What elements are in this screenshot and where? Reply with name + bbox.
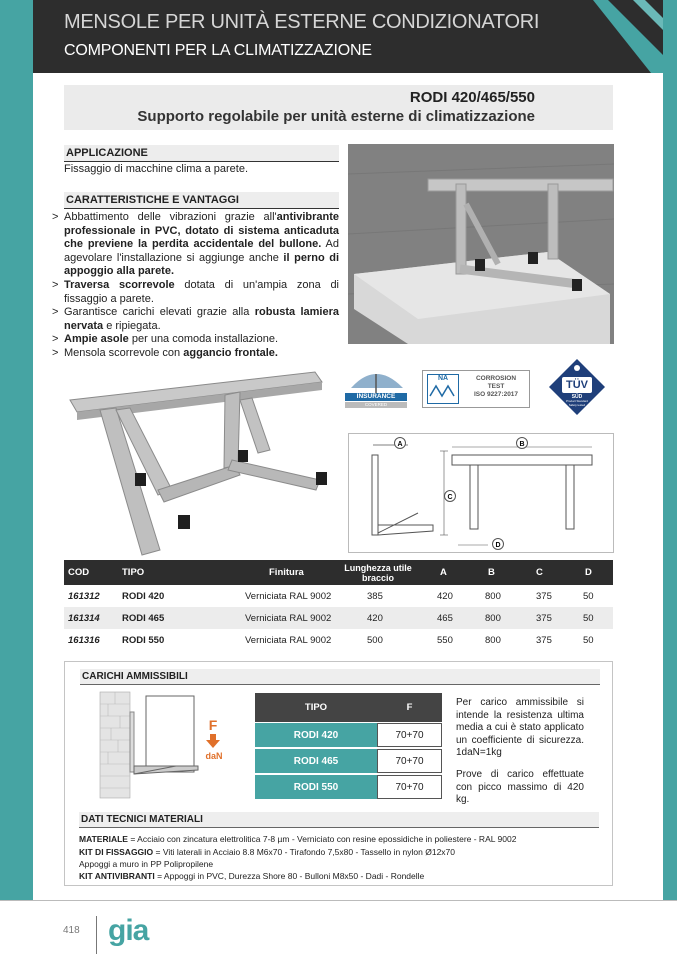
loads-col-tipo: TIPO [304, 702, 328, 713]
force-unit: daN [205, 751, 223, 761]
tech-heading: DATI TECNICI MATERIALI [79, 812, 599, 828]
col-d: D [585, 567, 592, 578]
table-cell: 375 [536, 634, 552, 646]
tech-anti-text: = Appoggi in PVC, Durezza Shore 80 - Bulloni M8x50 - Dadi - Rondelle [154, 871, 425, 881]
loads-value: 70+70 [377, 775, 442, 799]
insurance-label: INSURANCE [356, 393, 396, 400]
tech-materiale-label: MATERIALE [79, 834, 128, 844]
corrosion-label-1: CORROSION [475, 375, 517, 382]
force-label: F [208, 717, 218, 733]
table-cell: 375 [536, 612, 552, 624]
col-tipo: TIPO [122, 567, 145, 578]
tech-kit-fissaggio [79, 847, 455, 857]
col-cod: COD [68, 567, 90, 578]
page-title: MENSOLE PER UNITÀ ESTERNE CONDIZIONATORI [64, 11, 540, 33]
col-a: A [440, 567, 447, 578]
table-cell: 161316 [68, 634, 100, 646]
tuv-badge [548, 358, 606, 416]
page-subtitle: COMPONENTI PER LA CLIMATIZZAZIONE [64, 42, 372, 59]
table-cell: Verniciata RAL 9002 [245, 612, 332, 624]
loads-type: RODI 550 [255, 775, 377, 799]
loads-value: 70+70 [377, 723, 442, 747]
table-row [64, 607, 613, 629]
table-cell: 420 [367, 612, 383, 624]
col-lunghezza: Lunghezza utile braccio [344, 562, 412, 583]
feature-text: Mensola scorrevole con [64, 346, 184, 359]
gia-logo: gia [108, 914, 149, 947]
feature-item [52, 306, 339, 333]
na-label: NA [437, 375, 449, 382]
feature-text: per una comoda installazione. [128, 333, 279, 346]
tech-materiale [79, 834, 516, 844]
insurance-sublabel: COVERED [364, 402, 388, 407]
load-diagram [96, 690, 246, 802]
table-row [64, 629, 613, 651]
feature-item [52, 211, 339, 279]
tuv-sublabel: SÜD [571, 394, 583, 400]
features-list [52, 211, 339, 361]
product-photo-mounted [348, 144, 614, 344]
feature-item [52, 347, 339, 361]
col-b: B [488, 567, 495, 578]
dim-label-b: B [519, 441, 525, 448]
tech-kit-label: KIT DI FISSAGGIO [79, 847, 154, 857]
table-cell: 375 [536, 590, 552, 602]
product-band [64, 85, 613, 130]
left-accent-bar [0, 0, 33, 900]
loads-type: RODI 420 [255, 723, 377, 747]
feature-text: Ad agevolare l'installazione si aggiunge anche [64, 238, 339, 264]
table-cell: 385 [367, 590, 383, 602]
tech-kit-text: = Viti laterali in Acciaio 8.8 M6x70 - Tirafondo 7,5x80 - Tassello in nylon Ø12x70 [153, 847, 455, 857]
loads-note-2: Prove di carico effettuate con picco massimo di 420 kg. [456, 769, 584, 805]
table-cell: RODI 465 [122, 612, 165, 624]
feature-item [52, 279, 339, 306]
feature-text: Garantisce carichi elevati grazie alla [64, 306, 255, 319]
corrosion-icon [427, 374, 459, 404]
loads-table-header [255, 693, 442, 722]
dim-label-d: D [495, 542, 501, 549]
table-cell: 500 [367, 634, 383, 646]
product-subtitle: Supporto regolabile per unità esterne di climatizzazione [137, 108, 535, 125]
right-accent-bar [663, 0, 677, 900]
table-cell: 550 [437, 634, 453, 646]
page-header [33, 0, 663, 73]
loads-row [255, 775, 442, 800]
feature-text: robusta lamiera nervata [64, 306, 340, 332]
tech-kit-antivibranti [79, 871, 424, 881]
table-cell: 50 [583, 634, 594, 646]
insurance-badge [345, 364, 407, 410]
feature-item [52, 333, 339, 347]
table-cell: RODI 420 [122, 590, 165, 602]
corrosion-label-3: ISO 9227:2017 [473, 391, 519, 398]
table-cell: 800 [485, 590, 501, 602]
loads-heading: CARICHI AMMISSIBILI [80, 669, 600, 685]
tuv-label: TÜV [562, 377, 592, 393]
application-text: Fissaggio di macchine clima a parete. [64, 163, 249, 175]
feature-text: il perno di appoggio alla parete. [64, 251, 340, 278]
tuv-tiny-2: Safety tested [568, 402, 586, 407]
feature-text: e ripiegata. [103, 319, 161, 332]
force-arrow-icon [205, 734, 221, 749]
loads-col-f: F [406, 702, 413, 713]
loads-row [255, 723, 442, 748]
footer-separator [96, 916, 97, 954]
tech-kit-fissaggio-2: Appoggi a muro in PP Polipropilene [79, 859, 214, 869]
feature-text: Traversa scorrevole [64, 278, 175, 291]
col-c: C [536, 567, 543, 578]
table-cell: RODI 550 [122, 634, 165, 646]
table-cell: 50 [583, 590, 594, 602]
tech-materiale-text: = Acciaio con zincatura elettrolitica 7-8 µm - Verniciato con resine epossidiche in poliestere - RAL 9002 [127, 834, 517, 844]
col-finitura: Finitura [269, 567, 304, 578]
table-cell: 50 [583, 612, 594, 624]
corrosion-label-2: TEST [487, 383, 505, 390]
dimension-diagram [348, 433, 614, 553]
table-cell: Verniciata RAL 9002 [245, 590, 332, 602]
table-cell: 465 [437, 612, 453, 624]
table-cell: 161312 [68, 590, 100, 602]
footer-divider [0, 900, 677, 901]
loads-note-1: Per carico ammissibile si intende la resistenza ultima media a cui è stato applicato un coefficiente di sicurezza. 1daN=1kg [456, 697, 584, 758]
application-heading: APPLICAZIONE [64, 145, 339, 162]
features-heading: CARATTERISTICHE E VANTAGGI [64, 192, 339, 209]
feature-text: Abbattimento delle vibrazioni grazie all' [64, 211, 277, 223]
page-number: 418 [63, 925, 80, 936]
table-cell: 420 [437, 590, 453, 602]
loads-value: 70+70 [377, 749, 442, 773]
feature-text: antivibrante professionale in PVC, dotato di sistema anticaduta che previene la perdita accidentale del bullone. [64, 211, 339, 251]
feature-text: dotata di un'ampia zona di fissaggio a parete. [64, 278, 340, 305]
dim-label-c: C [447, 494, 453, 501]
product-table-header [64, 560, 613, 585]
feature-text: Ampie asole [64, 333, 129, 346]
feature-text: aggancio frontale. [183, 346, 278, 359]
table-cell: 161314 [68, 612, 100, 624]
dim-label-a: A [397, 441, 403, 448]
loads-type: RODI 465 [255, 749, 377, 773]
table-row [64, 585, 613, 607]
product-title: RODI 420/465/550 [409, 89, 535, 106]
corrosion-test-badge [422, 370, 530, 408]
product-photo-standalone [60, 370, 330, 565]
loads-row [255, 749, 442, 774]
table-cell: Verniciata RAL 9002 [245, 634, 332, 646]
tech-anti-label: KIT ANTIVIBRANTI [79, 871, 155, 881]
table-cell: 800 [485, 612, 501, 624]
table-cell: 800 [485, 634, 501, 646]
tuv-tiny-1: Product Standard [566, 399, 588, 403]
